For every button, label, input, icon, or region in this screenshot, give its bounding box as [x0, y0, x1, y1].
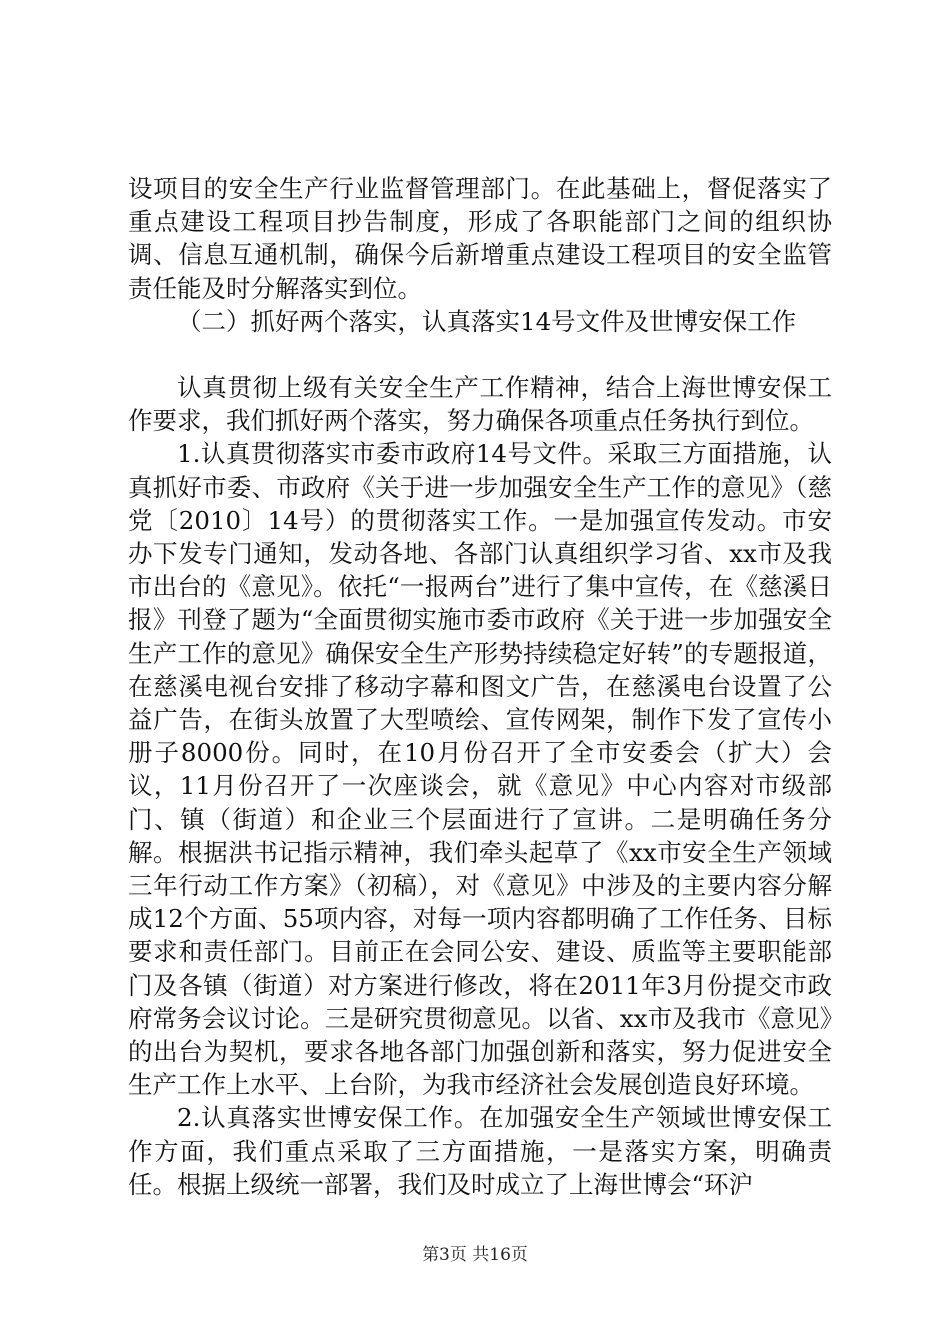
paragraph-item-1: 1.认真贯彻落实市委市政府14号文件。采取三方面措施，认真抓好市委、市政府《关于进一步加强安全生产工作的意见》（慈党〔2010〕14号）的贯彻落实工作。一是加强宣传发动。市安办下发专门通知，发动各地、各部门认真组织学习省、xx市及我市出台的《意见》。依托“一报两台”进行了集中宣传，在《慈溪日报》刊登了题为“全面贯彻实施市委市政府《关于进一步加强安全生产工作的意见》确保安全生产形势持续稳定好转”的专题报道，在慈溪电视台安排了移动字幕和图文广告，在慈溪电台设置了公益广告，在街头放置了大型喷绘、宣传网架，制作下发了宣传小册子8000份。同时，在10月份召开了全市安委会（扩大）会议，11月份召开了一次座谈会，就《意见》中心内容对市级部门、镇（街道）和企业三个层面进行了宣讲。二是明确任务分解。根据洪书记指示精神，我们牵头起草了《xx市安全生产领域三年行动工作方案》（初稿），对《意见》中涉及的主要内容分解成12个方面、55项内容，对每一项内容都明确了工作任务、目标要求和责任部门。目前正在会同公安、建设、质监等主要职能部门及各镇（街道）对方案进行修改，将在2011年3月份提交市政府常务会议讨论。三是研究贯彻意见。以省、xx市及我市《意见》的出台为契机，要求各地各部门加强创新和落实，努力促进安全生产工作上水平、上台阶，为我市经济社会发展创造良好环境。 — [128, 439, 832, 1100]
paragraph-continuation: 设项目的安全生产行业监督管理部门。在此基础上，督促落实了重点建设工程项目抄告制度，形成了各职能部门之间的组织协调、信息互通机制，确保今后新增重点建设工程项目的安全监管责任能及时分解落实到位。 — [128, 174, 832, 303]
blank-line — [128, 338, 832, 371]
section-heading: （二）抓好两个落实，认真落实14号文件及世博安保工作 — [177, 306, 797, 336]
document-body — [128, 172, 832, 1201]
page-number: 第3页 共16页 — [422, 1245, 528, 1265]
paragraph-item-2: 2.认真落实世博安保工作。在加强安全生产领域世博安保工作方面，我们重点采取了三方面措施，一是落实方案，明确责任。根据上级统一部署，我们及时成立了上海世博会“环沪 — [128, 1103, 832, 1199]
paragraph-intro: 认真贯彻上级有关安全生产工作精神，结合上海世博安保工作要求，我们抓好两个落实，努力确保各项重点任务执行到位。 — [128, 373, 832, 436]
